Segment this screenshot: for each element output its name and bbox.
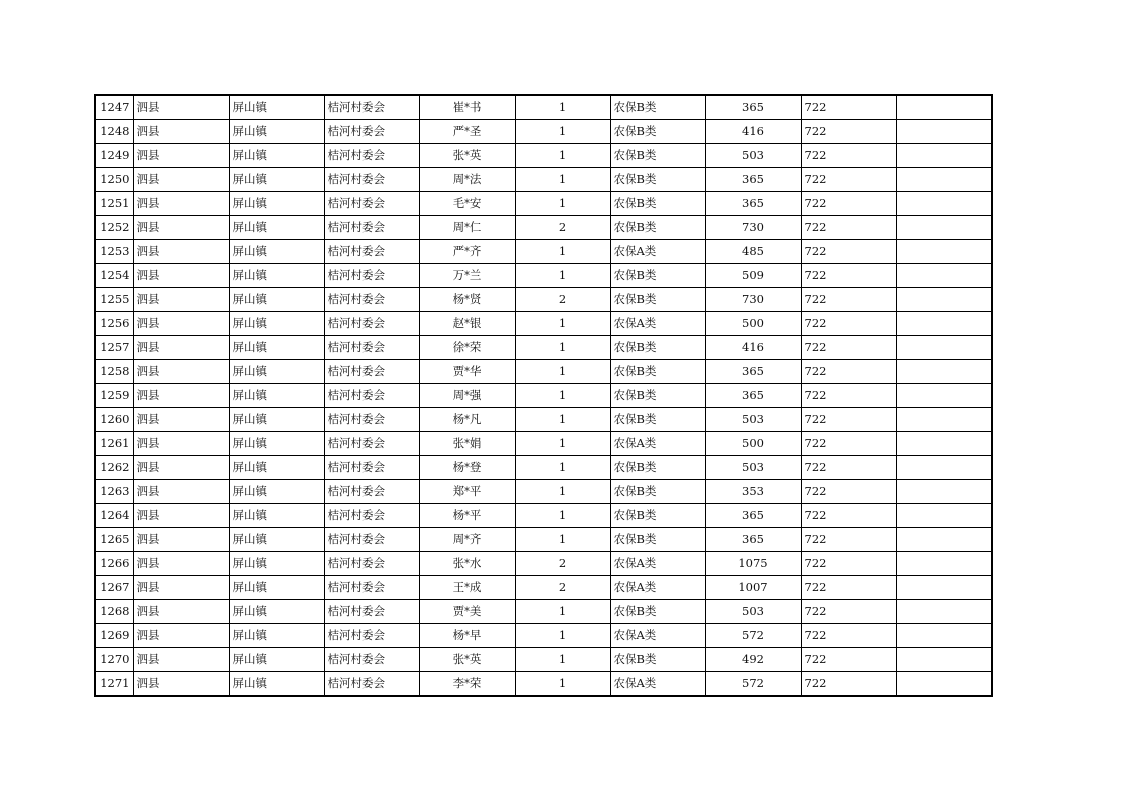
household-count-cell: 1	[515, 456, 610, 480]
insurance-type-cell: 农保B类	[610, 288, 705, 312]
table-row	[95, 336, 992, 360]
name-cell: 张*英	[419, 144, 515, 168]
insurance-type-cell: 农保B类	[610, 504, 705, 528]
insurance-type-cell: 农保B类	[610, 120, 705, 144]
row-id-cell: 1250	[95, 168, 133, 192]
name-cell: 周*齐	[419, 528, 515, 552]
household-count-cell: 1	[515, 144, 610, 168]
household-count-cell: 1	[515, 528, 610, 552]
county-cell: 泗县	[133, 168, 229, 192]
table-row	[95, 216, 992, 240]
county-cell: 泗县	[133, 648, 229, 672]
county-cell: 泗县	[133, 408, 229, 432]
county-cell: 泗县	[133, 240, 229, 264]
note-cell	[896, 264, 992, 288]
note-cell	[896, 120, 992, 144]
name-cell: 杨*贤	[419, 288, 515, 312]
county-cell: 泗县	[133, 504, 229, 528]
note-cell	[896, 480, 992, 504]
amount-cell: 365	[705, 192, 801, 216]
county-cell: 泗县	[133, 456, 229, 480]
town-cell: 屏山镇	[229, 672, 324, 697]
standard-cell: 722	[801, 408, 896, 432]
name-cell: 李*荣	[419, 672, 515, 697]
name-cell: 杨*早	[419, 624, 515, 648]
row-id-cell: 1247	[95, 95, 133, 120]
amount-cell: 365	[705, 95, 801, 120]
insurance-type-cell: 农保A类	[610, 624, 705, 648]
note-cell	[896, 144, 992, 168]
town-cell: 屏山镇	[229, 480, 324, 504]
county-cell: 泗县	[133, 672, 229, 697]
standard-cell: 722	[801, 456, 896, 480]
household-count-cell: 1	[515, 672, 610, 697]
name-cell: 周*强	[419, 384, 515, 408]
county-cell: 泗县	[133, 576, 229, 600]
insurance-type-cell: 农保B类	[610, 216, 705, 240]
amount-cell: 503	[705, 456, 801, 480]
village-cell: 桔河村委会	[324, 408, 419, 432]
name-cell: 张*英	[419, 648, 515, 672]
row-id-cell: 1265	[95, 528, 133, 552]
note-cell	[896, 312, 992, 336]
insurance-type-cell: 农保A类	[610, 552, 705, 576]
note-cell	[896, 432, 992, 456]
town-cell: 屏山镇	[229, 264, 324, 288]
household-count-cell: 1	[515, 480, 610, 504]
table-row	[95, 600, 992, 624]
insurance-type-cell: 农保B类	[610, 648, 705, 672]
name-cell: 贾*华	[419, 360, 515, 384]
row-id-cell: 1254	[95, 264, 133, 288]
amount-cell: 365	[705, 360, 801, 384]
name-cell: 杨*登	[419, 456, 515, 480]
standard-cell: 722	[801, 528, 896, 552]
records-table	[94, 94, 993, 697]
village-cell: 桔河村委会	[324, 168, 419, 192]
name-cell: 徐*荣	[419, 336, 515, 360]
standard-cell: 722	[801, 600, 896, 624]
row-id-cell: 1268	[95, 600, 133, 624]
household-count-cell: 1	[515, 648, 610, 672]
county-cell: 泗县	[133, 312, 229, 336]
county-cell: 泗县	[133, 288, 229, 312]
town-cell: 屏山镇	[229, 384, 324, 408]
row-id-cell: 1253	[95, 240, 133, 264]
note-cell	[896, 456, 992, 480]
standard-cell: 722	[801, 648, 896, 672]
note-cell	[896, 552, 992, 576]
household-count-cell: 2	[515, 288, 610, 312]
standard-cell: 722	[801, 432, 896, 456]
household-count-cell: 1	[515, 95, 610, 120]
amount-cell: 572	[705, 624, 801, 648]
amount-cell: 730	[705, 216, 801, 240]
standard-cell: 722	[801, 480, 896, 504]
row-id-cell: 1248	[95, 120, 133, 144]
name-cell: 贾*美	[419, 600, 515, 624]
row-id-cell: 1249	[95, 144, 133, 168]
household-count-cell: 1	[515, 408, 610, 432]
insurance-type-cell: 农保B类	[610, 600, 705, 624]
note-cell	[896, 408, 992, 432]
village-cell: 桔河村委会	[324, 456, 419, 480]
name-cell: 郑*平	[419, 480, 515, 504]
household-count-cell: 2	[515, 576, 610, 600]
amount-cell: 509	[705, 264, 801, 288]
row-id-cell: 1259	[95, 384, 133, 408]
note-cell	[896, 672, 992, 697]
insurance-type-cell: 农保B类	[610, 192, 705, 216]
amount-cell: 365	[705, 384, 801, 408]
insurance-type-cell: 农保B类	[610, 456, 705, 480]
amount-cell: 500	[705, 432, 801, 456]
row-id-cell: 1271	[95, 672, 133, 697]
note-cell	[896, 648, 992, 672]
table-row	[95, 624, 992, 648]
insurance-type-cell: 农保A类	[610, 576, 705, 600]
note-cell	[896, 576, 992, 600]
village-cell: 桔河村委会	[324, 360, 419, 384]
insurance-type-cell: 农保B类	[610, 480, 705, 504]
county-cell: 泗县	[133, 432, 229, 456]
village-cell: 桔河村委会	[324, 672, 419, 697]
town-cell: 屏山镇	[229, 312, 324, 336]
row-id-cell: 1264	[95, 504, 133, 528]
table-row	[95, 408, 992, 432]
town-cell: 屏山镇	[229, 456, 324, 480]
table-row	[95, 648, 992, 672]
note-cell	[896, 288, 992, 312]
name-cell: 万*兰	[419, 264, 515, 288]
table-row	[95, 288, 992, 312]
note-cell	[896, 384, 992, 408]
row-id-cell: 1251	[95, 192, 133, 216]
household-count-cell: 1	[515, 168, 610, 192]
village-cell: 桔河村委会	[324, 120, 419, 144]
village-cell: 桔河村委会	[324, 288, 419, 312]
row-id-cell: 1252	[95, 216, 133, 240]
insurance-type-cell: 农保B类	[610, 168, 705, 192]
town-cell: 屏山镇	[229, 600, 324, 624]
household-count-cell: 1	[515, 312, 610, 336]
village-cell: 桔河村委会	[324, 600, 419, 624]
village-cell: 桔河村委会	[324, 480, 419, 504]
note-cell	[896, 95, 992, 120]
village-cell: 桔河村委会	[324, 552, 419, 576]
table-row	[95, 360, 992, 384]
household-count-cell: 1	[515, 504, 610, 528]
table-row	[95, 120, 992, 144]
amount-cell: 353	[705, 480, 801, 504]
insurance-type-cell: 农保B类	[610, 408, 705, 432]
amount-cell: 492	[705, 648, 801, 672]
town-cell: 屏山镇	[229, 360, 324, 384]
row-id-cell: 1256	[95, 312, 133, 336]
standard-cell: 722	[801, 288, 896, 312]
insurance-type-cell: 农保A类	[610, 312, 705, 336]
town-cell: 屏山镇	[229, 624, 324, 648]
amount-cell: 365	[705, 504, 801, 528]
name-cell: 严*圣	[419, 120, 515, 144]
note-cell	[896, 216, 992, 240]
note-cell	[896, 192, 992, 216]
village-cell: 桔河村委会	[324, 648, 419, 672]
standard-cell: 722	[801, 120, 896, 144]
row-id-cell: 1255	[95, 288, 133, 312]
row-id-cell: 1257	[95, 336, 133, 360]
village-cell: 桔河村委会	[324, 432, 419, 456]
amount-cell: 572	[705, 672, 801, 697]
town-cell: 屏山镇	[229, 168, 324, 192]
village-cell: 桔河村委会	[324, 95, 419, 120]
name-cell: 崔*书	[419, 95, 515, 120]
note-cell	[896, 504, 992, 528]
town-cell: 屏山镇	[229, 216, 324, 240]
amount-cell: 1075	[705, 552, 801, 576]
standard-cell: 722	[801, 240, 896, 264]
village-cell: 桔河村委会	[324, 504, 419, 528]
county-cell: 泗县	[133, 624, 229, 648]
table-row	[95, 432, 992, 456]
table-row	[95, 528, 992, 552]
row-id-cell: 1267	[95, 576, 133, 600]
insurance-type-cell: 农保B类	[610, 144, 705, 168]
county-cell: 泗县	[133, 192, 229, 216]
town-cell: 屏山镇	[229, 504, 324, 528]
town-cell: 屏山镇	[229, 432, 324, 456]
standard-cell: 722	[801, 192, 896, 216]
standard-cell: 722	[801, 264, 896, 288]
town-cell: 屏山镇	[229, 576, 324, 600]
amount-cell: 365	[705, 168, 801, 192]
note-cell	[896, 168, 992, 192]
standard-cell: 722	[801, 624, 896, 648]
name-cell: 周*仁	[419, 216, 515, 240]
village-cell: 桔河村委会	[324, 384, 419, 408]
town-cell: 屏山镇	[229, 408, 324, 432]
name-cell: 严*齐	[419, 240, 515, 264]
village-cell: 桔河村委会	[324, 312, 419, 336]
amount-cell: 416	[705, 336, 801, 360]
county-cell: 泗县	[133, 360, 229, 384]
note-cell	[896, 624, 992, 648]
standard-cell: 722	[801, 95, 896, 120]
amount-cell: 503	[705, 408, 801, 432]
table-row	[95, 384, 992, 408]
county-cell: 泗县	[133, 120, 229, 144]
name-cell: 杨*平	[419, 504, 515, 528]
insurance-type-cell: 农保B类	[610, 264, 705, 288]
standard-cell: 722	[801, 576, 896, 600]
amount-cell: 1007	[705, 576, 801, 600]
insurance-type-cell: 农保B类	[610, 528, 705, 552]
household-count-cell: 1	[515, 336, 610, 360]
insurance-type-cell: 农保A类	[610, 432, 705, 456]
table-row	[95, 95, 992, 120]
village-cell: 桔河村委会	[324, 192, 419, 216]
village-cell: 桔河村委会	[324, 528, 419, 552]
amount-cell: 503	[705, 600, 801, 624]
household-count-cell: 1	[515, 264, 610, 288]
county-cell: 泗县	[133, 480, 229, 504]
town-cell: 屏山镇	[229, 528, 324, 552]
insurance-type-cell: 农保B类	[610, 384, 705, 408]
village-cell: 桔河村委会	[324, 216, 419, 240]
county-cell: 泗县	[133, 264, 229, 288]
records-table-body	[95, 95, 992, 696]
standard-cell: 722	[801, 216, 896, 240]
household-count-cell: 1	[515, 192, 610, 216]
name-cell: 周*法	[419, 168, 515, 192]
household-count-cell: 1	[515, 360, 610, 384]
household-count-cell: 1	[515, 624, 610, 648]
table-row	[95, 192, 992, 216]
town-cell: 屏山镇	[229, 192, 324, 216]
household-count-cell: 2	[515, 216, 610, 240]
town-cell: 屏山镇	[229, 95, 324, 120]
row-id-cell: 1258	[95, 360, 133, 384]
county-cell: 泗县	[133, 528, 229, 552]
table-row	[95, 672, 992, 697]
standard-cell: 722	[801, 504, 896, 528]
name-cell: 张*娟	[419, 432, 515, 456]
amount-cell: 500	[705, 312, 801, 336]
name-cell: 杨*凡	[419, 408, 515, 432]
standard-cell: 722	[801, 672, 896, 697]
standard-cell: 722	[801, 552, 896, 576]
village-cell: 桔河村委会	[324, 144, 419, 168]
household-count-cell: 1	[515, 600, 610, 624]
name-cell: 王*成	[419, 576, 515, 600]
standard-cell: 722	[801, 336, 896, 360]
town-cell: 屏山镇	[229, 144, 324, 168]
table-row	[95, 480, 992, 504]
insurance-type-cell: 农保A类	[610, 672, 705, 697]
amount-cell: 503	[705, 144, 801, 168]
village-cell: 桔河村委会	[324, 624, 419, 648]
name-cell: 赵*银	[419, 312, 515, 336]
county-cell: 泗县	[133, 600, 229, 624]
note-cell	[896, 240, 992, 264]
household-count-cell: 1	[515, 120, 610, 144]
county-cell: 泗县	[133, 216, 229, 240]
town-cell: 屏山镇	[229, 120, 324, 144]
household-count-cell: 2	[515, 552, 610, 576]
village-cell: 桔河村委会	[324, 240, 419, 264]
row-id-cell: 1270	[95, 648, 133, 672]
row-id-cell: 1262	[95, 456, 133, 480]
amount-cell: 365	[705, 528, 801, 552]
standard-cell: 722	[801, 168, 896, 192]
table-row	[95, 312, 992, 336]
standard-cell: 722	[801, 360, 896, 384]
note-cell	[896, 528, 992, 552]
table-row	[95, 576, 992, 600]
village-cell: 桔河村委会	[324, 576, 419, 600]
amount-cell: 485	[705, 240, 801, 264]
village-cell: 桔河村委会	[324, 264, 419, 288]
note-cell	[896, 600, 992, 624]
row-id-cell: 1269	[95, 624, 133, 648]
amount-cell: 730	[705, 288, 801, 312]
table-row	[95, 552, 992, 576]
town-cell: 屏山镇	[229, 552, 324, 576]
name-cell: 毛*安	[419, 192, 515, 216]
amount-cell: 416	[705, 120, 801, 144]
county-cell: 泗县	[133, 384, 229, 408]
table-row	[95, 144, 992, 168]
household-count-cell: 1	[515, 432, 610, 456]
table-row	[95, 264, 992, 288]
household-count-cell: 1	[515, 384, 610, 408]
insurance-type-cell: 农保A类	[610, 240, 705, 264]
town-cell: 屏山镇	[229, 288, 324, 312]
town-cell: 屏山镇	[229, 648, 324, 672]
county-cell: 泗县	[133, 95, 229, 120]
town-cell: 屏山镇	[229, 336, 324, 360]
note-cell	[896, 336, 992, 360]
standard-cell: 722	[801, 384, 896, 408]
standard-cell: 722	[801, 312, 896, 336]
name-cell: 张*水	[419, 552, 515, 576]
table-row	[95, 504, 992, 528]
note-cell	[896, 360, 992, 384]
household-count-cell: 1	[515, 240, 610, 264]
row-id-cell: 1260	[95, 408, 133, 432]
table-row	[95, 168, 992, 192]
row-id-cell: 1266	[95, 552, 133, 576]
insurance-type-cell: 农保B类	[610, 95, 705, 120]
standard-cell: 722	[801, 144, 896, 168]
village-cell: 桔河村委会	[324, 336, 419, 360]
insurance-type-cell: 农保B类	[610, 360, 705, 384]
row-id-cell: 1263	[95, 480, 133, 504]
insurance-type-cell: 农保B类	[610, 336, 705, 360]
town-cell: 屏山镇	[229, 240, 324, 264]
row-id-cell: 1261	[95, 432, 133, 456]
table-row	[95, 456, 992, 480]
county-cell: 泗县	[133, 144, 229, 168]
county-cell: 泗县	[133, 336, 229, 360]
county-cell: 泗县	[133, 552, 229, 576]
table-row	[95, 240, 992, 264]
